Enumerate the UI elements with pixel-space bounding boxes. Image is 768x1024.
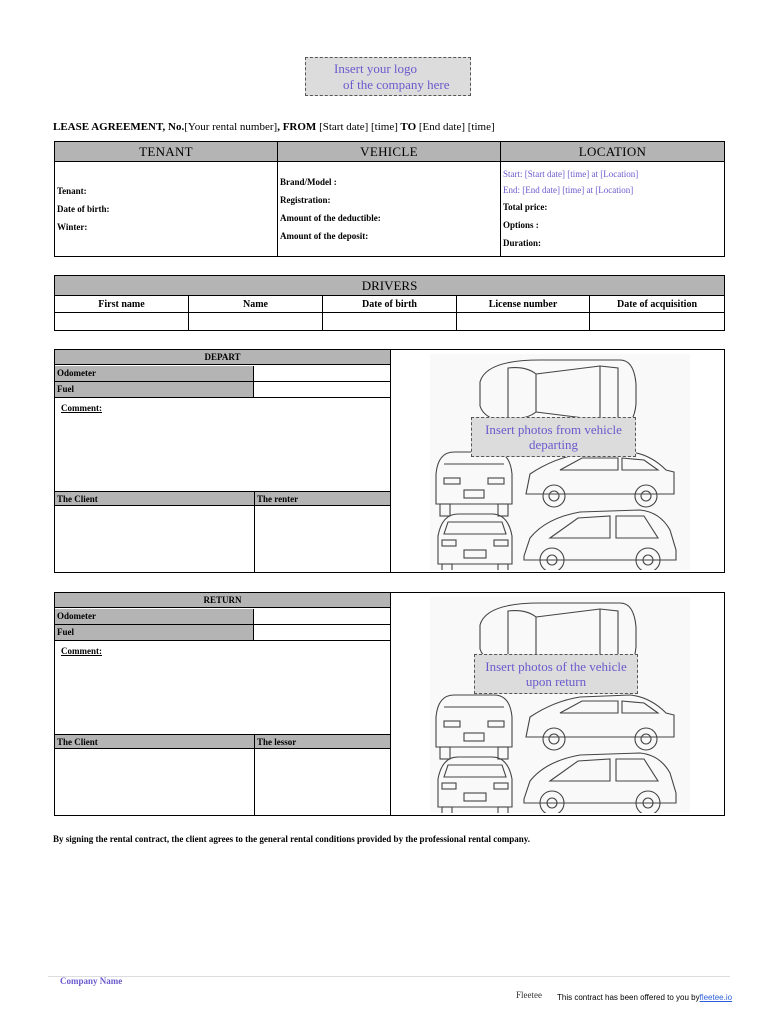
logo-placeholder xyxy=(305,57,471,96)
depart-comment-label: Comment: xyxy=(61,403,102,413)
location-start: Start: [Start date] [time] at [Location] xyxy=(503,169,639,179)
vehicle-cell[interactable] xyxy=(278,162,501,257)
agreement-title xyxy=(53,121,495,133)
offered-by xyxy=(557,993,732,1002)
start-datetime: [Start date] [time] xyxy=(319,121,398,133)
col-date-of-birth: Date of birth xyxy=(323,296,457,313)
agreement-prefix: LEASE AGREEMENT, No. xyxy=(53,121,185,133)
car-diagram-icon xyxy=(430,354,690,570)
return-form xyxy=(55,593,391,815)
depart-signature-header xyxy=(55,492,390,506)
return-lessor-label: The lessor xyxy=(254,735,296,749)
depart-section xyxy=(54,349,725,573)
duration-label: Duration: xyxy=(503,238,541,248)
date-of-birth-field[interactable] xyxy=(323,313,457,331)
date-of-acquisition-field[interactable] xyxy=(590,313,725,331)
dob-label: Date of birth: xyxy=(57,204,110,214)
depart-comment-box[interactable] xyxy=(55,398,390,492)
agreement-to: TO xyxy=(397,121,419,133)
return-odometer-label: Odometer xyxy=(55,609,254,624)
end-datetime: [End date] [time] xyxy=(418,121,495,133)
first-name-field[interactable] xyxy=(55,313,189,331)
tenant-label: Tenant: xyxy=(57,186,87,196)
location-header: LOCATION xyxy=(501,142,725,162)
col-date-of-acquisition: Date of acquisition xyxy=(590,296,725,313)
tenant-cell[interactable] xyxy=(55,162,278,257)
depart-odometer-label: Odometer xyxy=(55,366,254,381)
return-client-label: The Client xyxy=(57,737,98,747)
vehicle-header: VEHICLE xyxy=(278,142,501,162)
return-fuel-label: Fuel xyxy=(55,625,254,640)
return-photo-label: Insert photos of the vehicle upon return xyxy=(474,654,638,694)
return-comment-box[interactable] xyxy=(55,641,390,735)
fleetee-link[interactable]: fleetee.io xyxy=(699,993,733,1002)
brand-model-label: Brand/Model : xyxy=(280,177,337,187)
rental-number: [Your rental number] xyxy=(184,121,278,133)
license-number-field[interactable] xyxy=(457,313,590,331)
return-comment-label: Comment: xyxy=(61,646,102,656)
logo-placeholder-line2: of the company here xyxy=(343,77,450,92)
drivers-title: DRIVERS xyxy=(55,276,725,296)
depart-fuel-label: Fuel xyxy=(55,382,254,397)
col-license-number: License number xyxy=(457,296,590,313)
depart-title: DEPART xyxy=(55,350,390,365)
car-diagram-icon xyxy=(430,597,690,813)
drivers-table xyxy=(54,275,725,331)
total-price-label: Total price: xyxy=(503,202,548,212)
company-name: Company Name xyxy=(60,976,123,986)
deductible-label: Amount of the deductible: xyxy=(280,213,381,223)
logo-placeholder-line1: Insert your logo xyxy=(334,61,418,76)
name-field[interactable] xyxy=(189,313,323,331)
depart-odometer-row[interactable] xyxy=(55,366,390,382)
return-fuel-row[interactable] xyxy=(55,625,390,641)
col-name: Name xyxy=(189,296,323,313)
offered-text: This contract has been offered to you by xyxy=(557,993,700,1002)
disclaimer: By signing the rental contract, the client agrees to the general rental conditions provided by the professional rental company. xyxy=(53,834,530,844)
agreement-from: , FROM xyxy=(277,121,320,133)
return-photo-area[interactable] xyxy=(430,597,690,813)
return-title: RETURN xyxy=(55,593,390,608)
return-signature-divider xyxy=(254,749,255,815)
fleetee-logo: Fleetee xyxy=(516,990,542,1000)
depart-client-label: The Client xyxy=(57,494,98,504)
location-cell[interactable] xyxy=(501,162,725,257)
depart-photo-area[interactable] xyxy=(430,354,690,570)
col-first-name: First name xyxy=(55,296,189,313)
winter-label: Winter: xyxy=(57,222,88,232)
depart-photo-label: Insert photos from vehicle departing xyxy=(471,417,636,457)
info-table xyxy=(54,141,725,257)
location-end: End: [End date] [time] at [Location] xyxy=(503,185,634,195)
return-section xyxy=(54,592,725,816)
return-signature-header xyxy=(55,735,390,749)
return-odometer-row[interactable] xyxy=(55,609,390,625)
depart-fuel-row[interactable] xyxy=(55,382,390,398)
depart-signature-divider xyxy=(254,506,255,572)
depart-form xyxy=(55,350,391,572)
tenant-header: TENANT xyxy=(55,142,278,162)
depart-renter-label: The renter xyxy=(254,492,298,506)
options-label: Options : xyxy=(503,220,539,230)
footer-divider xyxy=(48,976,730,977)
deposit-label: Amount of the deposit: xyxy=(280,231,369,241)
registration-label: Registration: xyxy=(280,195,331,205)
